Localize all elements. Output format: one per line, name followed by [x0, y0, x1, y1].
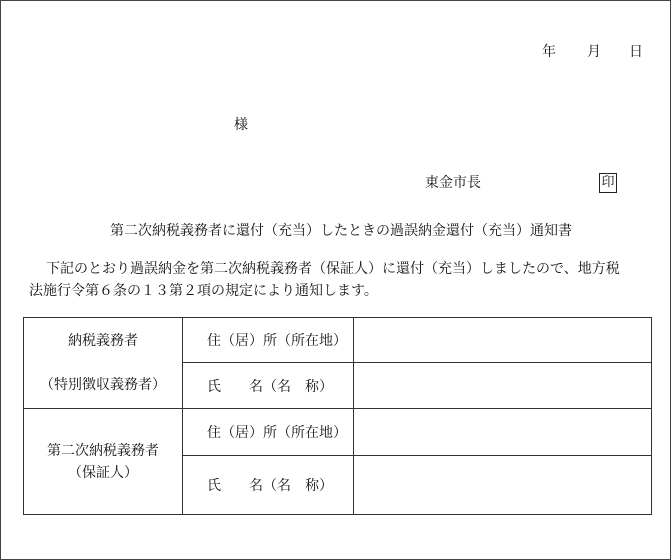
date-month-label: 月 — [587, 44, 601, 60]
body-line-2: 法施行令第６条の１３第２項の規定により通知します。 — [29, 283, 378, 299]
name-label-cell-2 — [183, 456, 354, 515]
guarantor-label: （保証人） — [68, 464, 138, 481]
name-label-2: 氏 名（名 称） — [207, 478, 333, 494]
special-collector-label: （特別徴収義務者） — [40, 377, 166, 393]
address-label-cell — [183, 318, 354, 363]
seal-mark: 印 — [599, 173, 617, 193]
document-title: 第二次納税義務者に還付（充当）したときの過誤納金還付（充当）通知書 — [110, 223, 572, 239]
name-label: 氏 名（名 称） — [207, 378, 333, 395]
party-table — [23, 317, 652, 515]
body-line-1: 下記のとおり過誤納金を第二次納税義務者（保証人）に還付（充当）しましたので、地方税 — [46, 261, 620, 277]
date-year-label: 年 — [542, 44, 556, 60]
address-label: 住（居）所（所在地） — [207, 333, 347, 349]
taxpayer-label: 納税義務者 — [68, 333, 138, 349]
name-label-cell — [183, 363, 354, 409]
secondary-taxpayer-label-cell — [24, 409, 183, 515]
date-day-label: 日 — [629, 44, 643, 60]
body-paragraph — [29, 258, 654, 302]
address-label-cell-2 — [183, 409, 354, 456]
address-label-2: 住（居）所（所在地） — [207, 425, 347, 441]
secondary-address-value — [354, 409, 652, 456]
secondary-taxpayer-label: 第二次納税義務者 — [47, 442, 159, 459]
issuer-name: 東金市長 — [425, 175, 481, 191]
secondary-name-value — [354, 456, 652, 515]
taxpayer-label-cell — [24, 318, 183, 409]
addressee-suffix: 様 — [234, 117, 248, 133]
taxpayer-name-value — [354, 363, 652, 409]
taxpayer-address-value — [354, 318, 652, 363]
